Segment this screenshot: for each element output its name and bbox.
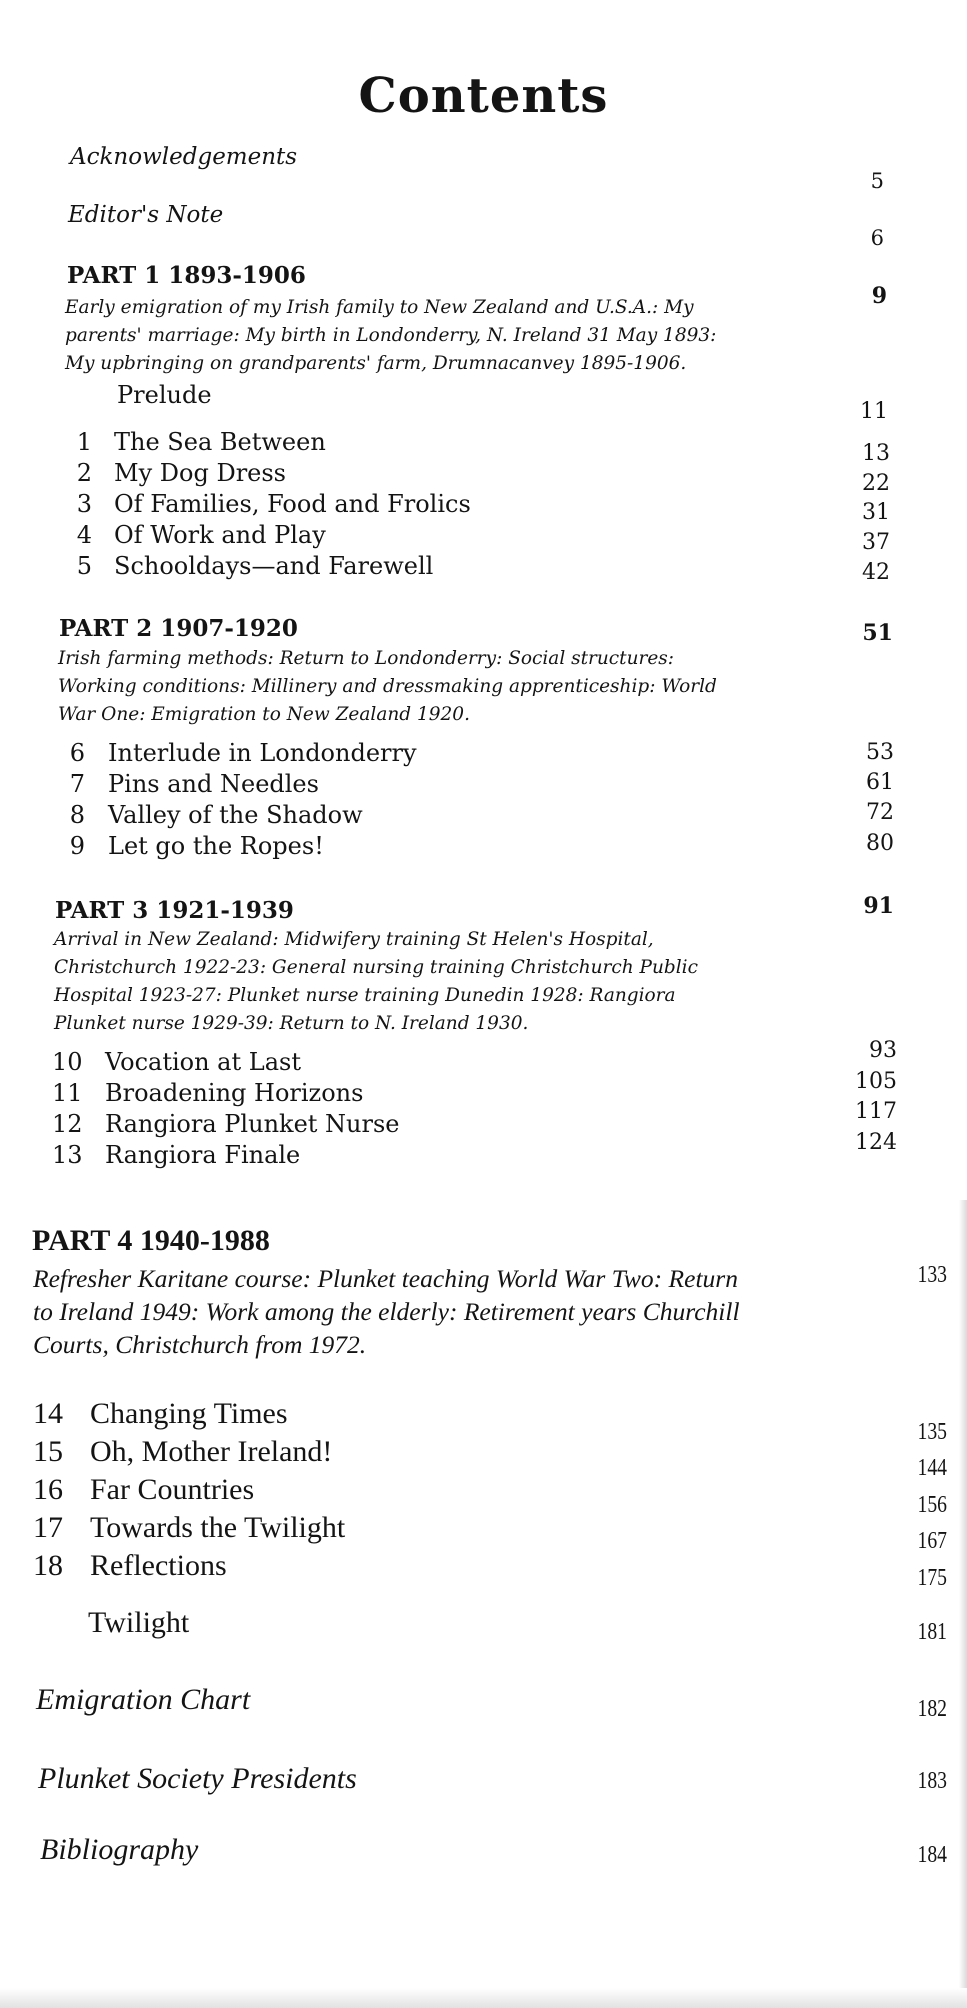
chapter-title: Oh, Mother Ireland! (90, 1435, 333, 1468)
part-2-description (58, 645, 717, 729)
description-line: Early emigration of my Irish family to New Zealand and U.S.A.: My (65, 297, 694, 318)
chapter-entry (33, 1397, 288, 1431)
page-number: 93 (869, 1038, 897, 1063)
page-number: 31 (862, 500, 890, 525)
chapter-entry (52, 1141, 300, 1169)
chapter-title: Rangiora Finale (105, 1141, 301, 1169)
page-edge-shadow (959, 1200, 967, 2008)
chapter-number: 15 (33, 1435, 63, 1468)
chapter-number: 9 (69, 832, 85, 860)
page-number: 6 (870, 226, 884, 250)
chapter-entry (72, 459, 286, 487)
chapter-entry (72, 521, 326, 549)
page-number: 22 (862, 471, 890, 496)
part-1-heading: PART 1 1893-1906 (67, 262, 306, 289)
page-number: 182 (917, 1696, 947, 1722)
chapter-entry (33, 1549, 227, 1583)
chapter-number: 5 (76, 552, 92, 580)
back-matter-plunket-presidents: Plunket Society Presidents (38, 1762, 357, 1795)
description-line: Christchurch 1922-23: General nursing training Christchurch Public (54, 957, 698, 978)
description-line: Refresher Karitane course: Plunket teaching World War Two: Return (33, 1264, 738, 1293)
page-number: 144 (917, 1455, 947, 1481)
chapter-entry (65, 832, 324, 860)
page-number: 105 (855, 1069, 897, 1094)
chapter-title: Of Families, Food and Frolics (114, 490, 471, 518)
page-title: Contents (358, 68, 609, 124)
part-3-heading: PART 3 1921-1939 (55, 897, 294, 924)
chapter-number: 6 (69, 739, 85, 767)
page-number: 37 (862, 530, 890, 555)
chapter-title: Broadening Horizons (105, 1079, 364, 1107)
chapter-title: Far Countries (90, 1473, 255, 1506)
chapter-number: 11 (52, 1079, 83, 1107)
chapter-entry (72, 490, 471, 518)
chapter-entry (33, 1511, 345, 1545)
chapter-title: The Sea Between (114, 428, 326, 456)
chapter-number: 3 (76, 490, 92, 518)
chapter-title: Vocation at Last (105, 1048, 301, 1076)
page-number: 42 (862, 560, 890, 585)
back-matter-emigration-chart: Emigration Chart (36, 1683, 251, 1716)
description-line: Plunket nurse 1929-39: Return to N. Ireland 1930. (54, 1013, 529, 1034)
front-matter-acknowledgements: Acknowledgements (70, 144, 298, 170)
chapter-entry (65, 739, 417, 767)
page-number: 61 (866, 770, 894, 795)
chapter-title: Schooldays—and Farewell (114, 552, 434, 580)
back-matter-bibliography: Bibliography (40, 1833, 199, 1866)
chapter-entry (52, 1110, 400, 1138)
chapter-title: Of Work and Play (114, 521, 326, 549)
chapter-number: 18 (33, 1549, 63, 1582)
front-matter-editors-note: Editor's Note (68, 202, 224, 228)
page-number: 5 (870, 169, 884, 193)
page-bottom-shadow (0, 1988, 967, 2008)
description-line: Working conditions: Millinery and dressmaking apprenticeship: World (58, 676, 717, 697)
chapter-title: My Dog Dress (114, 459, 286, 487)
chapter-number: 10 (52, 1048, 83, 1076)
page-number: 11 (860, 399, 888, 424)
chapter-entry (65, 801, 363, 829)
chapter-title: Valley of the Shadow (108, 801, 363, 829)
part-3-description (54, 926, 698, 1038)
part-1-page: 9 (871, 283, 887, 309)
chapter-entry (52, 1048, 301, 1076)
chapter-number: 13 (52, 1141, 83, 1169)
page-number: 183 (917, 1768, 947, 1794)
part-4-heading: PART 4 1940-1988 (32, 1224, 270, 1257)
description-line: My upbringing on grandparents' farm, Drumnacanvey 1895-1906. (65, 353, 687, 374)
page-number: 175 (917, 1565, 947, 1591)
chapter-number: 12 (52, 1110, 83, 1138)
page-number: 156 (917, 1492, 947, 1518)
chapter-entry (33, 1435, 332, 1469)
chapter-title: Interlude in Londonderry (108, 739, 417, 767)
description-line: Courts, Christchurch from 1972. (33, 1330, 367, 1359)
part-3-page: 91 (863, 893, 894, 919)
chapter-entry (52, 1079, 363, 1107)
page-number: 117 (855, 1099, 897, 1124)
chapter-title: Reflections (90, 1549, 227, 1582)
chapter-number: 14 (33, 1397, 63, 1430)
twilight-label: Twilight (88, 1606, 190, 1639)
description-line: Arrival in New Zealand: Midwifery training St Helen's Hospital, (54, 929, 654, 950)
page-number: 72 (866, 800, 894, 825)
chapter-entry (72, 428, 326, 456)
page-number: 167 (917, 1528, 947, 1554)
page-number: 135 (917, 1419, 947, 1445)
chapter-number: 4 (76, 521, 92, 549)
chapter-number: 1 (76, 428, 92, 456)
page-number: 184 (917, 1842, 947, 1868)
chapter-entry (72, 552, 433, 580)
prelude-label: Prelude (117, 381, 212, 409)
part-2-page: 51 (862, 620, 893, 646)
chapter-number: 7 (69, 770, 85, 798)
description-line: Irish farming methods: Return to Londonderry: Social structures: (58, 648, 675, 669)
chapter-number: 17 (33, 1511, 63, 1544)
chapter-title: Towards the Twilight (90, 1511, 346, 1544)
chapter-number: 2 (76, 459, 92, 487)
description-line: to Ireland 1949: Work among the elderly: Retirement years Churchill (33, 1297, 740, 1326)
description-line: War One: Emigration to New Zealand 1920. (58, 704, 470, 725)
chapter-number: 16 (33, 1473, 63, 1506)
part-2-heading: PART 2 1907-1920 (59, 615, 298, 642)
part-4-description (33, 1262, 740, 1361)
description-line: parents' marriage: My birth in Londonderry, N. Ireland 31 May 1893: (65, 325, 717, 346)
page-number: 181 (917, 1619, 947, 1645)
page-number: 80 (866, 831, 894, 856)
page-number: 13 (862, 441, 890, 466)
chapter-title: Let go the Ropes! (108, 832, 324, 860)
chapter-number: 8 (69, 801, 85, 829)
chapter-title: Changing Times (90, 1397, 288, 1430)
part-1-description (65, 294, 716, 378)
part-4-page: 133 (917, 1262, 947, 1288)
chapter-title: Pins and Needles (108, 770, 319, 798)
page-number: 124 (855, 1130, 897, 1155)
chapter-entry (33, 1473, 254, 1507)
description-line: Hospital 1923-27: Plunket nurse training Dunedin 1928: Rangiora (54, 985, 676, 1006)
chapter-entry (65, 770, 319, 798)
chapter-title: Rangiora Plunket Nurse (105, 1110, 400, 1138)
page-number: 53 (866, 740, 894, 765)
